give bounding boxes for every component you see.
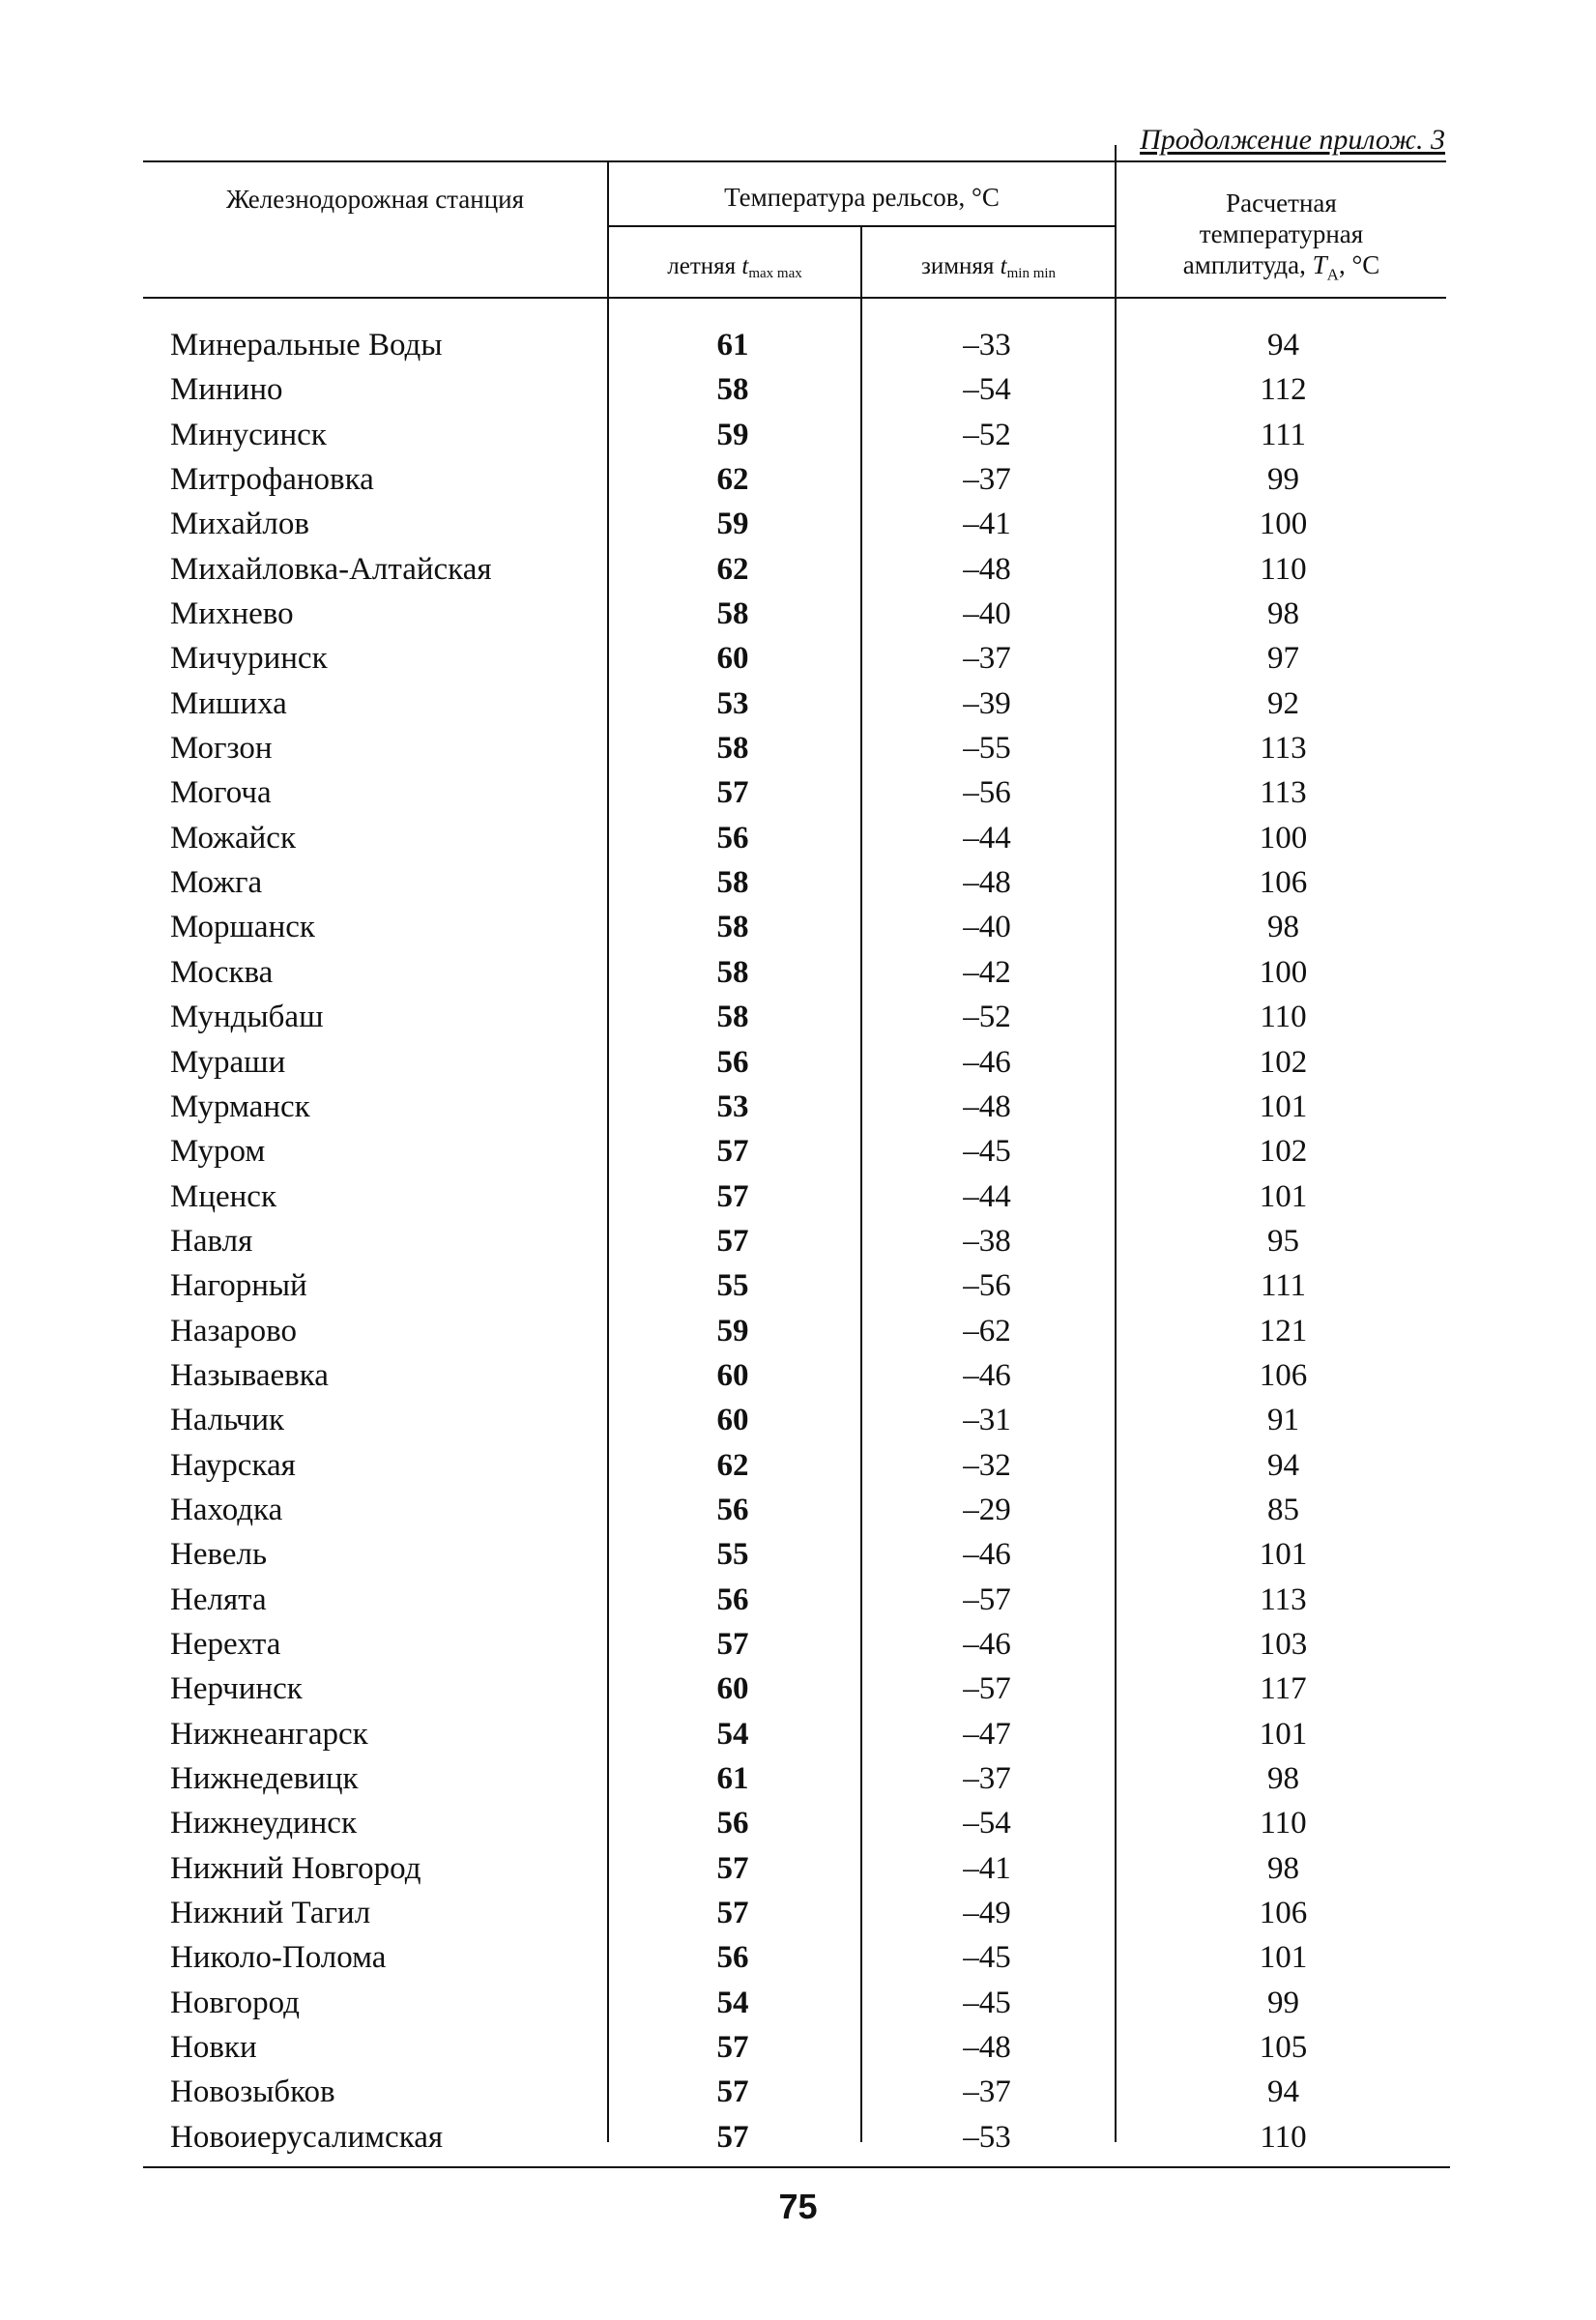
station-cell: Навля xyxy=(170,1223,253,1259)
station-cell: Нижнеудинск xyxy=(170,1806,357,1842)
station-cell: Нижнеангарск xyxy=(170,1716,368,1752)
table-row xyxy=(0,1756,1596,1801)
amplitude-cell: 101 xyxy=(1259,1940,1308,1976)
station-cell: Митрофановка xyxy=(170,462,374,498)
amplitude-cell: 99 xyxy=(1267,1985,1299,2020)
station-cell: Михайлов xyxy=(170,507,309,542)
table-row xyxy=(0,770,1596,815)
amplitude-cell: 102 xyxy=(1259,1044,1308,1080)
winter-temp-cell: –41 xyxy=(963,507,1011,542)
summer-temp-cell: 55 xyxy=(716,1268,749,1304)
winter-temp-cell: –37 xyxy=(963,2074,1011,2110)
amplitude-cell: 113 xyxy=(1260,775,1307,811)
table-row xyxy=(0,367,1596,412)
table-row xyxy=(0,1981,1596,2025)
table-row xyxy=(0,1935,1596,1980)
summer-temp-cell: 56 xyxy=(716,820,749,856)
summer-temp-cell: 61 xyxy=(716,328,749,362)
amplitude-cell: 113 xyxy=(1260,1581,1307,1617)
table-bottom-rule xyxy=(143,2166,1450,2168)
table-row xyxy=(0,1040,1596,1085)
amplitude-cell: 98 xyxy=(1267,596,1299,632)
summer-temp-cell: 56 xyxy=(716,1492,749,1527)
station-cell: Могоча xyxy=(170,775,272,811)
amplitude-cell: 101 xyxy=(1259,1178,1308,1214)
winter-temp-cell: –44 xyxy=(963,820,1011,856)
summer-temp-cell: 58 xyxy=(716,1000,749,1035)
winter-temp-cell: –41 xyxy=(963,1850,1011,1886)
summer-temp-cell: 58 xyxy=(716,865,749,901)
table-row xyxy=(0,413,1596,457)
winter-temp-cell: –46 xyxy=(963,1537,1011,1573)
station-cell: Мишиха xyxy=(170,685,287,721)
summer-temp-cell: 59 xyxy=(716,1313,749,1348)
summer-temp-cell: 57 xyxy=(716,1134,749,1170)
winter-temp-cell: –46 xyxy=(963,1357,1011,1393)
table-row xyxy=(0,1263,1596,1308)
header-bottom-rule xyxy=(143,297,1446,299)
station-cell: Нелята xyxy=(170,1581,267,1617)
amplitude-cell: 110 xyxy=(1260,551,1307,587)
table-row xyxy=(0,1174,1596,1219)
table-row xyxy=(0,1353,1596,1398)
table-row xyxy=(0,682,1596,726)
station-cell: Муром xyxy=(170,1134,266,1170)
amplitude-cell: 101 xyxy=(1259,1088,1308,1124)
winter-temp-cell: –42 xyxy=(963,954,1011,990)
winter-temp-cell: –40 xyxy=(963,596,1011,632)
amplitude-cell: 91 xyxy=(1267,1403,1299,1438)
winter-temp-cell: –52 xyxy=(963,1000,1011,1035)
table-row xyxy=(0,1712,1596,1756)
amplitude-cell: 101 xyxy=(1259,1716,1308,1752)
header-station: Железнодорожная станция xyxy=(225,185,525,214)
continuation-caption: Продолжение прилож. 3 xyxy=(1140,124,1445,156)
winter-temp-cell: –32 xyxy=(963,1447,1011,1483)
amplitude-cell: 113 xyxy=(1260,731,1307,767)
table-row xyxy=(0,636,1596,681)
winter-temp-cell: –54 xyxy=(963,1806,1011,1842)
summer-temp-cell: 59 xyxy=(716,417,749,452)
summer-temp-cell: 62 xyxy=(716,462,749,498)
table-row xyxy=(0,995,1596,1039)
winter-temp-cell: –57 xyxy=(963,1581,1011,1617)
table-row xyxy=(0,592,1596,636)
station-cell: Михнево xyxy=(170,596,294,632)
amplitude-cell: 106 xyxy=(1259,865,1308,901)
table-row xyxy=(0,1532,1596,1577)
summer-temp-cell: 57 xyxy=(716,2074,749,2110)
station-cell: Нижнедевицк xyxy=(170,1761,359,1796)
winter-temp-cell: –48 xyxy=(963,2030,1011,2066)
summer-temp-cell: 58 xyxy=(716,372,749,408)
amplitude-cell: 110 xyxy=(1260,1000,1307,1035)
summer-temp-cell: 56 xyxy=(716,1806,749,1842)
winter-temp-cell: –56 xyxy=(963,1268,1011,1304)
summer-temp-cell: 55 xyxy=(716,1537,749,1573)
amplitude-cell: 100 xyxy=(1259,954,1308,990)
winter-temp-cell: –45 xyxy=(963,1985,1011,2020)
page-number: 75 xyxy=(778,2187,818,2226)
amplitude-cell: 102 xyxy=(1259,1134,1308,1170)
table-row xyxy=(0,816,1596,860)
summer-temp-cell: 60 xyxy=(716,1357,749,1393)
station-cell: Москва xyxy=(170,954,274,990)
summer-temp-cell: 58 xyxy=(716,910,749,945)
amplitude-cell: 98 xyxy=(1267,1761,1299,1796)
amplitude-cell: 111 xyxy=(1260,417,1307,452)
station-cell: Мурманск xyxy=(170,1088,310,1124)
winter-temp-cell: –37 xyxy=(963,641,1011,677)
summer-temp-cell: 60 xyxy=(716,641,749,677)
station-cell: Новозыбков xyxy=(170,2074,335,2110)
station-cell: Нижний Новгород xyxy=(170,1850,421,1886)
table-row xyxy=(0,323,1596,367)
station-cell: Минеральные Воды xyxy=(170,328,443,362)
station-cell: Нижний Тагил xyxy=(170,1896,371,1931)
table-row xyxy=(0,1622,1596,1667)
station-cell: Мичуринск xyxy=(170,641,328,677)
station-cell: Новки xyxy=(170,2030,257,2066)
winter-temp-cell: –47 xyxy=(963,1716,1011,1752)
summer-temp-cell: 57 xyxy=(716,1850,749,1886)
summer-temp-cell: 57 xyxy=(716,1178,749,1214)
winter-temp-cell: –45 xyxy=(963,1940,1011,1976)
table-row xyxy=(0,1085,1596,1129)
winter-temp-cell: –62 xyxy=(963,1313,1011,1348)
winter-temp-cell: –46 xyxy=(963,1044,1011,1080)
winter-temp-cell: –39 xyxy=(963,685,1011,721)
table-row xyxy=(0,1578,1596,1622)
table-row xyxy=(0,2070,1596,2114)
amplitude-cell: 103 xyxy=(1259,1626,1308,1662)
amplitude-cell: 100 xyxy=(1259,820,1308,856)
winter-temp-cell: –48 xyxy=(963,551,1011,587)
amplitude-cell: 105 xyxy=(1259,2030,1308,2066)
amplitude-cell: 98 xyxy=(1267,910,1299,945)
table-row xyxy=(0,1443,1596,1488)
winter-temp-cell: –37 xyxy=(963,462,1011,498)
summer-temp-cell: 57 xyxy=(716,775,749,811)
station-cell: Нагорный xyxy=(170,1268,307,1304)
summer-temp-cell: 57 xyxy=(716,1896,749,1931)
amplitude-cell: 98 xyxy=(1267,1850,1299,1886)
station-cell: Минусинск xyxy=(170,417,327,452)
amplitude-cell: 85 xyxy=(1267,1492,1299,1527)
winter-temp-cell: –55 xyxy=(963,731,1011,767)
summer-temp-cell: 58 xyxy=(716,596,749,632)
amplitude-cell: 95 xyxy=(1267,1223,1299,1259)
station-cell: Нерчинск xyxy=(170,1671,303,1707)
summer-temp-cell: 54 xyxy=(716,1985,749,2020)
winter-temp-cell: –57 xyxy=(963,1671,1011,1707)
amplitude-cell: 101 xyxy=(1259,1537,1308,1573)
winter-temp-cell: –46 xyxy=(963,1626,1011,1662)
winter-temp-cell: –37 xyxy=(963,1761,1011,1796)
station-cell: Находка xyxy=(170,1492,283,1527)
station-cell: Михайловка-Алтайская xyxy=(170,551,492,587)
table-row xyxy=(0,1309,1596,1353)
table-row xyxy=(0,860,1596,905)
header-amplitude: Расчетная температурная амплитуда, $T_A$, °С xyxy=(1182,188,1380,284)
winter-temp-cell: –53 xyxy=(963,2119,1011,2155)
table-row xyxy=(0,950,1596,995)
station-cell: Назарово xyxy=(170,1313,298,1348)
table-row xyxy=(0,1801,1596,1845)
amplitude-cell: 110 xyxy=(1260,2119,1307,2155)
amplitude-cell: 106 xyxy=(1259,1357,1308,1393)
winter-temp-cell: –54 xyxy=(963,372,1011,408)
amplitude-cell: 92 xyxy=(1267,685,1299,721)
winter-temp-cell: –31 xyxy=(963,1403,1011,1438)
amplitude-cell: 112 xyxy=(1260,372,1307,408)
summer-temp-cell: 58 xyxy=(716,954,749,990)
table-row xyxy=(0,1219,1596,1263)
winter-temp-cell: –33 xyxy=(963,328,1011,362)
station-cell: Мундыбаш xyxy=(170,1000,324,1035)
table-row xyxy=(0,1129,1596,1174)
summer-temp-cell: 60 xyxy=(716,1671,749,1707)
summer-temp-cell: 54 xyxy=(716,1716,749,1752)
table-row xyxy=(0,905,1596,949)
station-cell: Нальчик xyxy=(170,1403,285,1438)
summer-temp-cell: 61 xyxy=(716,1761,749,1796)
header-rail-temperature: Температура рельсов, °С xyxy=(724,183,1000,212)
amplitude-cell: 94 xyxy=(1267,328,1299,362)
amplitude-cell: 110 xyxy=(1260,1806,1307,1842)
station-cell: Называевка xyxy=(170,1357,329,1393)
table-row xyxy=(0,547,1596,592)
table-row xyxy=(0,2025,1596,2070)
winter-temp-cell: –56 xyxy=(963,775,1011,811)
amplitude-cell: 97 xyxy=(1267,641,1299,677)
summer-temp-cell: 53 xyxy=(716,685,749,721)
winter-temp-cell: –40 xyxy=(963,910,1011,945)
amplitude-cell: 121 xyxy=(1259,1313,1308,1348)
summer-temp-cell: 57 xyxy=(716,2030,749,2066)
station-cell: Нерехта xyxy=(170,1626,281,1662)
station-cell: Николо-Полома xyxy=(170,1940,387,1976)
amplitude-cell: 106 xyxy=(1259,1896,1308,1931)
amplitude-cell: 94 xyxy=(1267,2074,1299,2110)
summer-temp-cell: 60 xyxy=(716,1403,749,1438)
summer-temp-cell: 62 xyxy=(716,1447,749,1483)
summer-temp-cell: 57 xyxy=(716,1223,749,1259)
table-row xyxy=(0,1398,1596,1442)
header-summer: летняя $t_{max max}$ xyxy=(667,253,802,281)
station-cell: Можайск xyxy=(170,820,296,856)
winter-temp-cell: –48 xyxy=(963,865,1011,901)
amplitude-cell: 117 xyxy=(1260,1671,1307,1707)
summer-temp-cell: 56 xyxy=(716,1581,749,1617)
winter-temp-cell: –45 xyxy=(963,1134,1011,1170)
amplitude-cell: 100 xyxy=(1259,507,1308,542)
summer-temp-cell: 59 xyxy=(716,507,749,542)
winter-temp-cell: –29 xyxy=(963,1492,1011,1527)
summer-temp-cell: 57 xyxy=(716,2119,749,2155)
amplitude-cell: 94 xyxy=(1267,1447,1299,1483)
station-cell: Мценск xyxy=(170,1178,276,1214)
summer-temp-cell: 57 xyxy=(716,1626,749,1662)
summer-temp-cell: 56 xyxy=(716,1044,749,1080)
station-cell: Невель xyxy=(170,1537,268,1573)
amplitude-cell: 111 xyxy=(1260,1268,1307,1304)
summer-temp-cell: 53 xyxy=(716,1088,749,1124)
summer-temp-cell: 56 xyxy=(716,1940,749,1976)
amplitude-cell: 99 xyxy=(1267,462,1299,498)
station-cell: Моршанск xyxy=(170,910,315,945)
table-row xyxy=(0,1667,1596,1711)
station-cell: Могзон xyxy=(170,731,273,767)
winter-temp-cell: –44 xyxy=(963,1178,1011,1214)
table-row xyxy=(0,726,1596,770)
winter-temp-cell: –38 xyxy=(963,1223,1011,1259)
summer-temp-cell: 62 xyxy=(716,551,749,587)
station-cell: Минино xyxy=(170,372,283,408)
table-row xyxy=(0,1891,1596,1935)
winter-temp-cell: –48 xyxy=(963,1088,1011,1124)
station-cell: Мураши xyxy=(170,1044,286,1080)
station-cell: Можга xyxy=(170,865,263,901)
table-top-rule xyxy=(143,160,1446,162)
winter-temp-cell: –52 xyxy=(963,417,1011,452)
table-row xyxy=(0,457,1596,502)
table-body xyxy=(0,323,1596,2160)
station-cell: Новгород xyxy=(170,1985,300,2020)
table-row xyxy=(0,1846,1596,1891)
summer-temp-cell: 58 xyxy=(716,731,749,767)
table-row xyxy=(0,2115,1596,2160)
station-cell: Новоиерусалимская xyxy=(170,2119,444,2155)
table-row xyxy=(0,1488,1596,1532)
station-cell: Наурская xyxy=(170,1447,296,1483)
header-winter: зимняя $t_{min min}$ xyxy=(920,253,1057,281)
table-row xyxy=(0,502,1596,546)
winter-temp-cell: –49 xyxy=(963,1896,1011,1931)
